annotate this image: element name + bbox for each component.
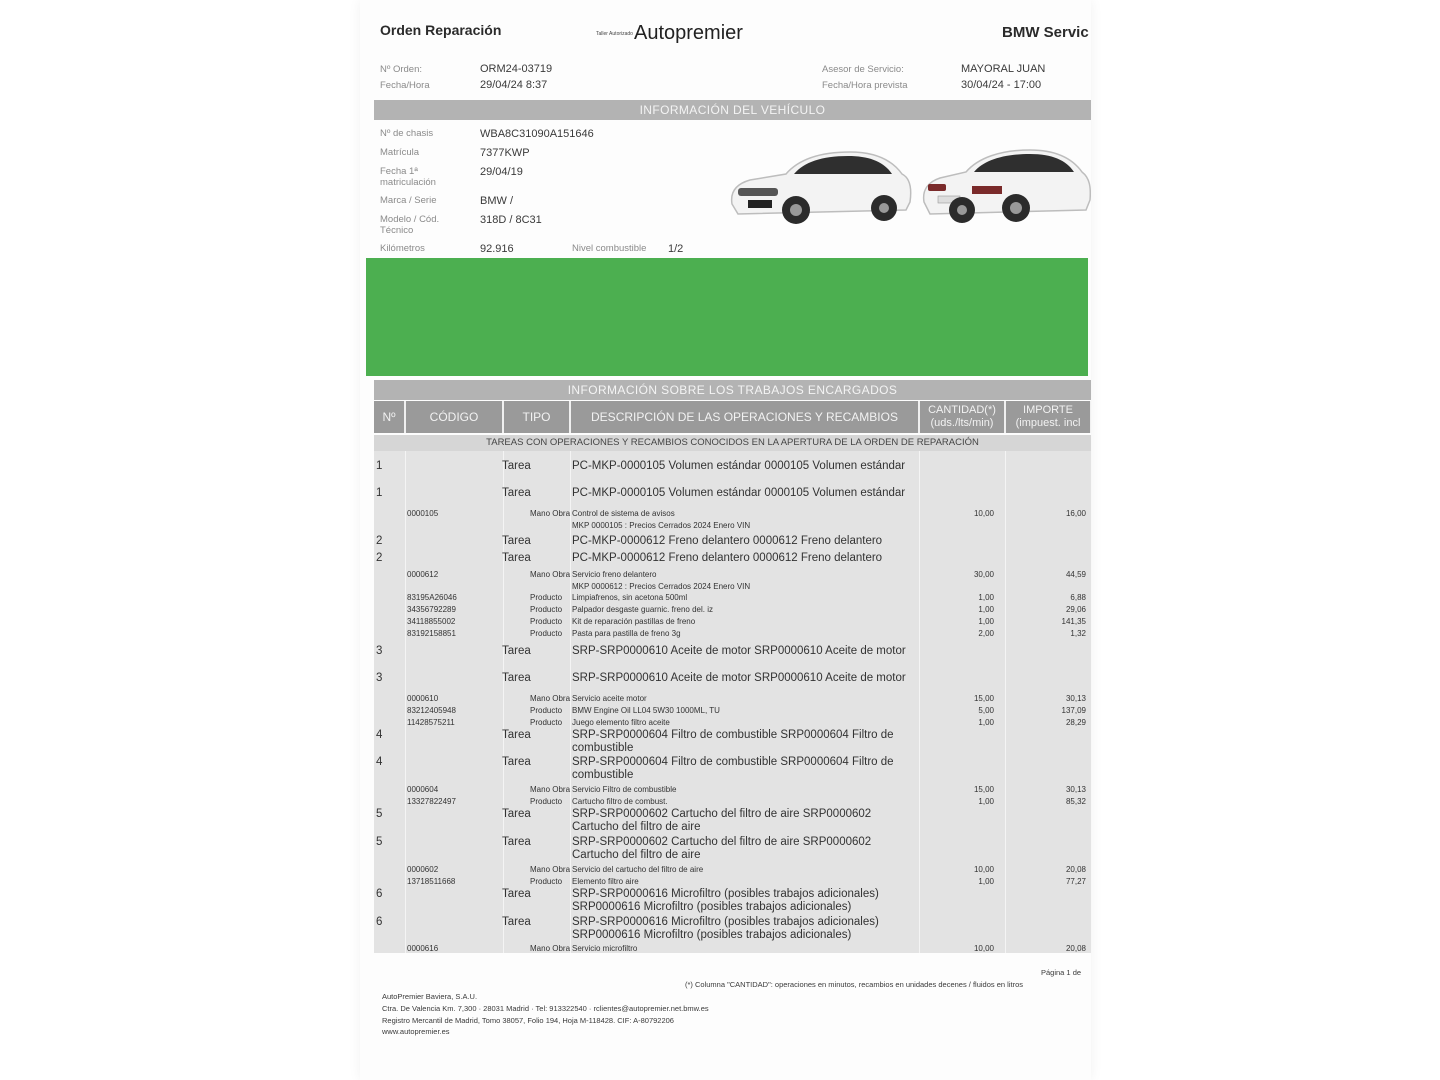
task-description: SRP-SRP0000616 Microfiltro (posibles trabajos adicionales) SRP0000616 Microfiltro (posibles trabajos adicionales) [572, 916, 879, 941]
vehicle-section-header: INFORMACIÓN DEL VEHÍCULO [374, 100, 1091, 120]
operation-row [374, 717, 1091, 729]
fuel-level-label: Nivel combustible [572, 243, 647, 254]
operation-code: 83212405948 [407, 706, 456, 715]
task-description: SRP-SRP0000604 Filtro de combustible SRP0000604 Filtro de combustible [572, 729, 894, 754]
operation-row [374, 876, 1091, 888]
operation-type: Producto [530, 718, 563, 727]
order-date: 29/04/24 8:37 [480, 79, 548, 91]
operation-quantity: 15,00 [973, 785, 994, 794]
vehicle-field-label: Modelo / Cód. Técnico [380, 214, 440, 236]
chassis-number: WBA8C31090A151646 [480, 128, 594, 140]
operation-row [374, 628, 1091, 640]
operation-amount: 20,08 [1065, 944, 1086, 953]
operation-quantity: 15,00 [973, 694, 994, 703]
car-front-view-image [726, 144, 916, 228]
operation-row [374, 569, 1091, 581]
make-series: BMW / [480, 195, 513, 207]
company-registry: Registro Mercantil de Madrid, Tomo 38057, Folio 194, Hoja M-118428. CIF: A-80792206 [382, 1016, 674, 1025]
operation-amount: 29,06 [1065, 605, 1086, 614]
operation-code: 83195A26046 [407, 593, 457, 602]
operation-description: Elemento filtro aire [572, 877, 639, 886]
operation-quantity: 10,00 [973, 944, 994, 953]
task-number: 1 [376, 487, 383, 499]
operation-amount: 30,13 [1065, 785, 1086, 794]
operation-row [374, 705, 1091, 717]
task-description: SRP-SRP0000610 Aceite de motor SRP0000610 Aceite de motor [572, 672, 906, 684]
company-address: Ctra. De Valencia Km. 7,300 · 28031 Madrid · Tel: 913322540 · rclientes@autopremier.net.bmw.es [382, 1004, 709, 1013]
operation-row [374, 864, 1091, 876]
task-description: PC-MKP-0000105 Volumen estándar 0000105 Volumen estándar [572, 487, 906, 499]
operation-description: Control de sistema de avisos [572, 509, 675, 518]
operation-quantity: 30,00 [973, 570, 994, 579]
task-description: PC-MKP-0000612 Freno delantero 0000612 Freno delantero [572, 535, 883, 547]
brand-label: BMW Servic [1002, 24, 1089, 41]
task-type: Tarea [502, 888, 531, 900]
vehicle-field-label: Matrícula [380, 147, 420, 158]
operation-quantity: 1,00 [978, 797, 994, 806]
planned-date-label: Fecha/Hora prevista [822, 80, 908, 91]
task-type: Tarea [502, 645, 531, 657]
operation-row [374, 592, 1091, 604]
operation-amount: 141,35 [1061, 617, 1086, 626]
jobs-section-header: INFORMACIÓN SOBRE LOS TRABAJOS ENCARGADOS [374, 380, 1091, 400]
operation-code: 13327822497 [407, 797, 456, 806]
task-type: Tarea [502, 756, 531, 768]
document-title: Orden Reparación [380, 22, 502, 38]
operation-description: BMW Engine Oil LL04 5W30 1000ML, TU [572, 706, 720, 715]
repair-order-document [360, 0, 1091, 1080]
operation-row [374, 616, 1091, 628]
operation-row [374, 520, 1091, 532]
operation-type: Producto [530, 605, 563, 614]
first-registration-date: 29/04/19 [480, 166, 523, 178]
order-number-label: Nº Orden: [380, 64, 423, 75]
operation-description: MKP 0000612 : Precios Cerrados 2024 Enero VIN [572, 582, 751, 591]
operation-description: Cartucho filtro de combust. [572, 797, 668, 806]
operation-amount: 44,59 [1065, 570, 1086, 579]
operation-description: Kit de reparación pastillas de freno [572, 617, 696, 626]
operation-description: Servicio freno delantero [572, 570, 657, 579]
task-number: 4 [376, 756, 383, 768]
operation-row [374, 943, 1091, 955]
operation-type: Mano Obra [530, 509, 571, 518]
autopremier-logo [596, 22, 743, 45]
operation-quantity: 1,00 [978, 605, 994, 614]
operation-amount: 16,00 [1065, 509, 1086, 518]
operation-quantity: 10,00 [973, 865, 994, 874]
operation-type: Mano Obra [530, 944, 571, 953]
operation-type: Producto [530, 797, 563, 806]
task-type: Tarea [502, 460, 531, 472]
task-number: 1 [376, 460, 383, 472]
operation-code: 11428575211 [407, 718, 455, 727]
operation-description: Juego elemento filtro aceite [572, 718, 670, 727]
operation-amount: 6,88 [1070, 593, 1086, 602]
task-number: 2 [376, 535, 383, 547]
operation-type: Mano Obra [530, 785, 571, 794]
planned-date: 30/04/24 - 17:00 [961, 79, 1042, 91]
task-description: SRP-SRP0000604 Filtro de combustible SRP0000604 Filtro de combustible [572, 756, 894, 781]
license-plate: 7377KWP [480, 147, 530, 159]
operation-description: Limpiafrenos, sin acetona 500ml [572, 593, 688, 602]
operation-quantity: 10,00 [973, 509, 994, 518]
operation-type: Producto [530, 593, 563, 602]
operation-description: MKP 0000105 : Precios Cerrados 2024 Enero VIN [572, 521, 751, 530]
quantity-column-note: (*) Columna "CANTIDAD": operaciones en minutos, recambios en unidades decenes / fluidos en litros [685, 980, 1023, 989]
task-type: Tarea [502, 836, 531, 848]
operation-code: 0000612 [407, 570, 439, 579]
task-number: 5 [376, 808, 383, 820]
task-description: SRP-SRP0000616 Microfiltro (posibles trabajos adicionales) SRP0000616 Microfiltro (posibles trabajos adicionales) [572, 888, 879, 913]
operation-type: Mano Obra [530, 570, 571, 579]
page-number: Página 1 de [1041, 968, 1082, 977]
operation-code: 0000616 [407, 944, 439, 953]
task-description: PC-MKP-0000105 Volumen estándar 0000105 Volumen estándar [572, 460, 906, 472]
task-type: Tarea [502, 552, 531, 564]
order-date-label: Fecha/Hora [380, 80, 430, 91]
task-type: Tarea [502, 916, 531, 928]
advisor-label: Asesor de Servicio: [822, 64, 904, 75]
vehicle-field-label: Fecha 1ª matriculación [380, 166, 436, 188]
operation-amount: 1,32 [1070, 629, 1086, 638]
column-header-number: Nº [374, 401, 405, 433]
vehicle-field-label: Marca / Serie [380, 195, 437, 206]
company-website: www.autopremier.es [382, 1027, 450, 1036]
task-type: Tarea [502, 808, 531, 820]
column-header-type: TIPO [503, 401, 570, 433]
task-description: SRP-SRP0000602 Cartucho del filtro de aire SRP0000602 Cartucho del filtro de aire [572, 836, 872, 861]
model-code: 318D / 8C31 [480, 214, 542, 226]
task-description: SRP-SRP0000602 Cartucho del filtro de aire SRP0000602 Cartucho del filtro de aire [572, 808, 872, 833]
operation-amount: 85,32 [1065, 797, 1086, 806]
operation-quantity: 2,00 [978, 629, 994, 638]
operation-amount: 137,09 [1061, 706, 1086, 715]
operation-amount: 28,29 [1065, 718, 1086, 727]
fuel-level: 1/2 [668, 243, 684, 255]
operation-quantity: 1,00 [978, 617, 994, 626]
operation-code: 83192158851 [407, 629, 456, 638]
operation-quantity: 1,00 [978, 718, 994, 727]
operation-amount: 77,27 [1065, 877, 1086, 886]
operation-amount: 20,08 [1065, 865, 1086, 874]
operation-type: Producto [530, 617, 563, 626]
operation-quantity: 1,00 [978, 593, 994, 602]
advisor-name: MAYORAL JUAN [961, 63, 1046, 75]
operation-amount: 30,13 [1065, 694, 1086, 703]
task-description: SRP-SRP0000610 Aceite de motor SRP0000610 Aceite de motor [572, 645, 906, 657]
operation-row [374, 784, 1091, 796]
operation-code: 0000602 [407, 865, 439, 874]
task-type: Tarea [502, 672, 531, 684]
operation-type: Producto [530, 706, 563, 715]
task-type: Tarea [502, 729, 531, 741]
operation-type: Mano Obra [530, 694, 571, 703]
task-number: 6 [376, 916, 383, 928]
task-number: 4 [376, 729, 383, 741]
task-description: PC-MKP-0000612 Freno delantero 0000612 Freno delantero [572, 552, 883, 564]
operation-code: 34118855002 [407, 617, 456, 626]
task-type: Tarea [502, 535, 531, 547]
operation-description: Servicio del cartucho del filtro de aire [572, 865, 704, 874]
column-header-amount: IMPORTE (impuest. incl [1005, 401, 1091, 433]
task-number: 5 [376, 836, 383, 848]
task-number: 3 [376, 672, 383, 684]
operation-description: Servicio aceite motor [572, 694, 647, 703]
operation-description: Palpador desgaste guarnic. freno del. iz [572, 605, 713, 614]
operation-type: Producto [530, 629, 563, 638]
task-number: 3 [376, 645, 383, 657]
task-type: Tarea [502, 487, 531, 499]
operation-code: 0000610 [407, 694, 439, 703]
order-number: ORM24-03719 [480, 63, 553, 75]
jobs-table-header [374, 401, 1091, 433]
task-number: 2 [376, 552, 383, 564]
operation-quantity: 5,00 [978, 706, 994, 715]
logo-tagline: Taller Autorizado [596, 30, 633, 37]
column-header-code: CÓDIGO [405, 401, 503, 433]
operation-code: 0000604 [407, 785, 439, 794]
operation-type: Mano Obra [530, 865, 571, 874]
operation-row [374, 604, 1091, 616]
operation-code: 0000105 [407, 509, 439, 518]
operation-description: Pasta para pastilla de freno 3g [572, 629, 681, 638]
jobs-subheader: TAREAS CON OPERACIONES Y RECAMBIOS CONOCIDOS EN LA APERTURA DE LA ORDEN DE REPARACIÓN [374, 435, 1091, 451]
operation-row [374, 693, 1091, 705]
mileage: 92.916 [480, 243, 514, 255]
column-header-quantity: CANTIDAD(*) (uds./lts/min) [919, 401, 1005, 433]
operation-quantity: 1,00 [978, 877, 994, 886]
company-name: AutoPremier Baviera, S.A.U. [382, 992, 478, 1001]
vehicle-field-label: Nº de chasis [380, 128, 434, 139]
vehicle-field-label: Kilómetros [380, 243, 425, 254]
car-rear-view-image [920, 144, 1091, 228]
operation-description: Servicio microfiltro [572, 944, 638, 953]
operation-description: Servicio Filtro de combustible [572, 785, 677, 794]
logo-name: Autopremier [634, 22, 743, 44]
column-header-description: DESCRIPCIÓN DE LAS OPERACIONES Y RECAMBIOS [570, 401, 919, 433]
operation-row [374, 796, 1091, 808]
operation-row [374, 508, 1091, 520]
redaction-block [366, 258, 1088, 376]
operation-code: 34356792289 [407, 605, 456, 614]
task-number: 6 [376, 888, 383, 900]
operation-type: Producto [530, 877, 563, 886]
operation-code: 13718511668 [407, 877, 456, 886]
